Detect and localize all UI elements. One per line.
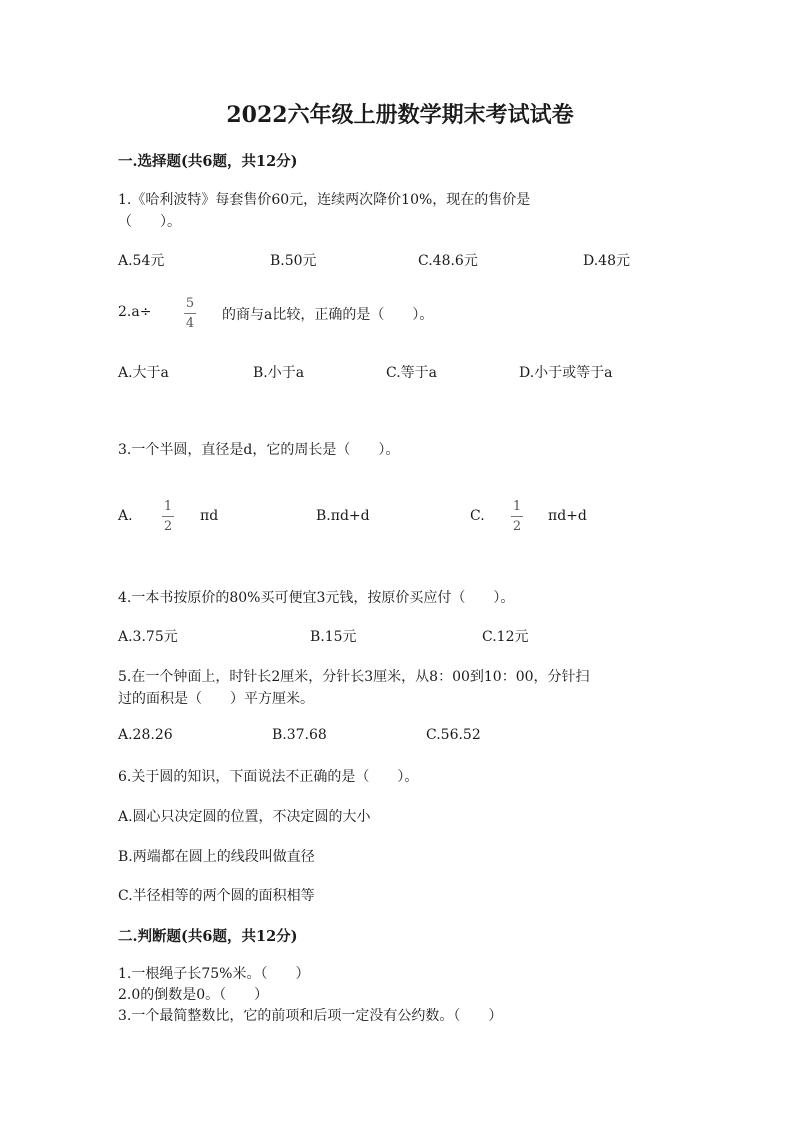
fraction-denominator: 4	[185, 316, 195, 331]
section-heading-true-false: 二.判断题(共6题，共12分)	[118, 928, 298, 945]
question-2-suffix: 的商与a比较，正确的是（ ）。	[222, 307, 434, 323]
fraction-denominator: 2	[163, 519, 173, 534]
question-5-text: 5.在一个钟面上，时针长2厘米，分针长3厘米，从8：00到10：00，分针扫	[118, 669, 590, 685]
question-3-option-c-label: C.	[470, 508, 485, 524]
question-1-option-b: B.50元	[270, 253, 317, 269]
question-6-option-c: C.半径相等的两个圆的面积相等	[118, 888, 315, 904]
question-2-fraction	[184, 297, 196, 330]
question-6-option-b: B.两端都在圆上的线段叫做直径	[118, 849, 315, 865]
question-3-option-c-tail: πd+d	[548, 508, 587, 524]
question-5-option-b: B.37.68	[272, 727, 327, 743]
fraction-bar	[162, 516, 174, 517]
true-false-question-1: 1.一根绳子长75%米。（ ）	[118, 966, 310, 982]
question-3-option-b: B.πd+d	[316, 508, 370, 524]
question-4-option-b: B.15元	[310, 629, 357, 645]
question-5-text-cont: 过的面积是（ ）平方厘米。	[118, 691, 314, 707]
fraction-bar	[511, 516, 523, 517]
question-1-option-d: D.48元	[583, 253, 630, 269]
true-false-question-3: 3.一个最简整数比，它的前项和后项一定没有公约数。（ ）	[118, 1008, 503, 1024]
question-3-option-a-fraction	[162, 500, 174, 533]
question-4-option-c: C.12元	[482, 629, 529, 645]
fraction-bar	[184, 313, 196, 314]
question-6-option-a: A.圆心只决定圆的位置，不决定圆的大小	[118, 809, 371, 825]
question-1-option-a: A.54元	[118, 253, 165, 269]
question-1-option-c: C.48.6元	[418, 253, 478, 269]
fraction-numerator: 1	[512, 499, 522, 514]
question-2-option-b: B.小于a	[253, 365, 305, 381]
question-2-prefix: 2.a÷	[118, 304, 152, 320]
question-6-text: 6.关于圆的知识，下面说法不正确的是（ ）。	[118, 769, 419, 785]
question-2-option-d: D.小于或等于a	[519, 365, 613, 381]
fraction-numerator: 1	[163, 499, 173, 514]
question-2-option-c: C.等于a	[386, 365, 438, 381]
fraction-denominator: 2	[512, 519, 522, 534]
page-title: 2022六年级上册数学期末考试试卷	[226, 102, 574, 128]
question-5-option-c: C.56.52	[426, 727, 481, 743]
question-4-text: 4.一本书按原价的80%买可便宜3元钱，按原价买应付（ ）。	[118, 590, 515, 606]
true-false-question-2: 2.0的倒数是0。（ ）	[118, 987, 269, 1003]
question-5-option-a: A.28.26	[118, 727, 173, 743]
question-3-option-a-tail: πd	[200, 508, 219, 524]
question-1-text-cont: （ ）。	[118, 214, 181, 230]
question-3-text: 3.一个半圆，直径是d，它的周长是（ ）。	[118, 442, 400, 458]
question-2-option-a: A.大于a	[118, 365, 169, 381]
question-3-option-a-label: A.	[118, 508, 133, 524]
question-1-text: 1.《哈利波特》每套售价60元，连续两次降价10%，现在的售价是	[118, 192, 531, 208]
question-4-option-a: A.3.75元	[118, 629, 178, 645]
question-3-option-c-fraction	[511, 500, 523, 533]
section-heading-choice: 一.选择题(共6题，共12分)	[118, 153, 298, 170]
fraction-numerator: 5	[185, 296, 195, 311]
